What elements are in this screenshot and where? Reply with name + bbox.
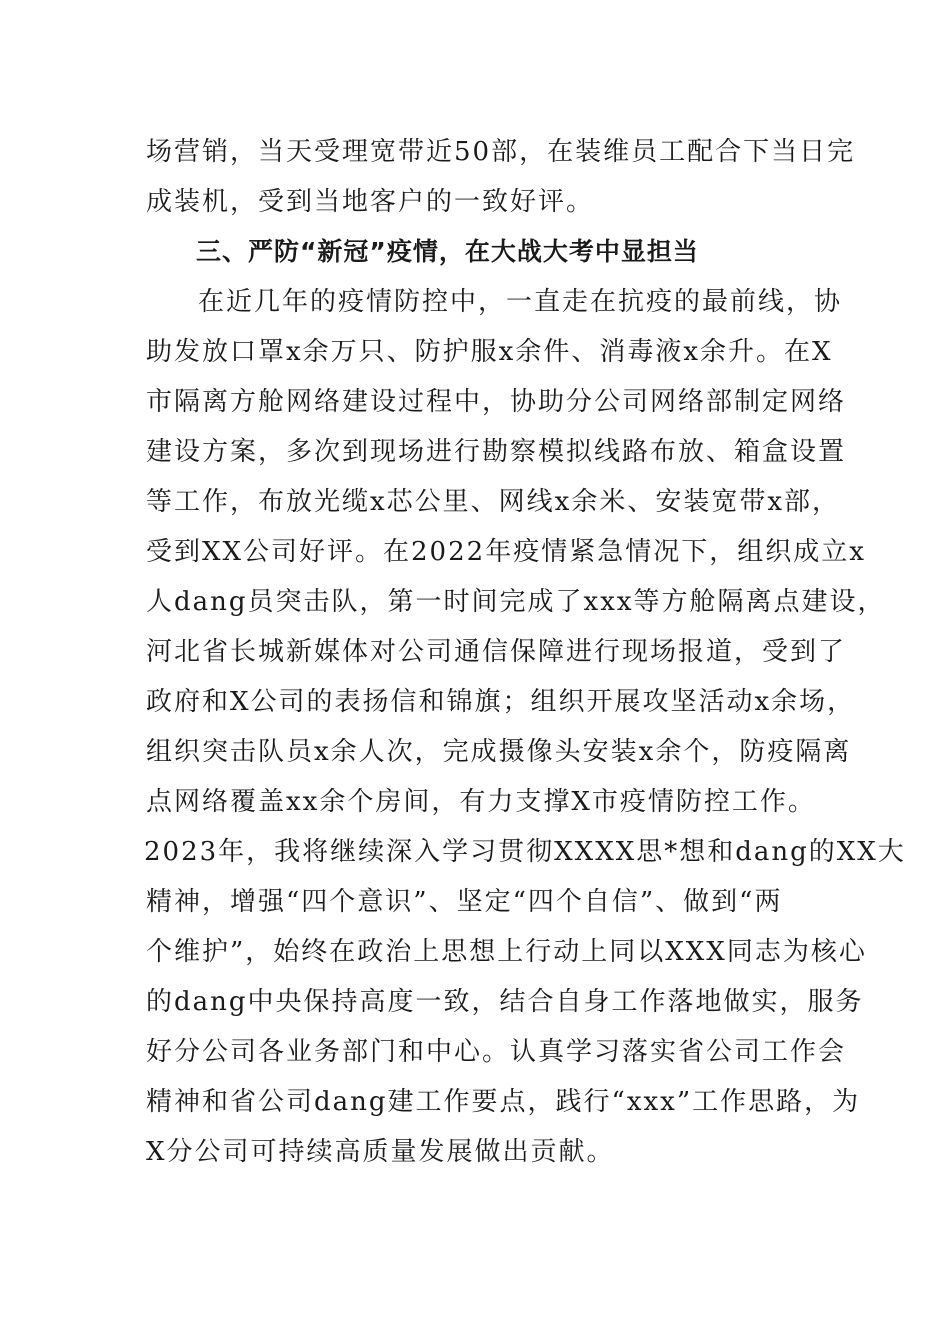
- paragraph-line: 建设方案，多次到现场进行勘察模拟线路布放、箱盒设置: [146, 437, 847, 467]
- paragraph-line: 成装机，受到当地客户的一致好评。: [146, 187, 595, 217]
- paragraph-line: 政府和X公司的表扬信和锦旗；组织开展攻坚活动x余场，: [146, 687, 856, 717]
- paragraph-line: 精神，增强“四个意识”、坚定“四个自信”、做到“两: [146, 887, 783, 917]
- paragraph-line: 2023年，我将继续深入学习贯彻XXXX思*想和dang的XX大: [144, 837, 906, 867]
- paragraph-line: X分公司可持续高质量发展做出贡献。: [146, 1137, 615, 1167]
- paragraph-line: 组织突击队员x余人次，完成摄像头安装x余个，防疫隔离: [146, 737, 852, 767]
- paragraph-line: 精神和省公司dang建工作要点，践行“xxx”工作思路，为: [146, 1087, 861, 1117]
- paragraph-line: 等工作，布放光缆x芯公里、网线x余米、安装宽带x部，: [146, 487, 840, 517]
- paragraph-line: 的dang中央保持高度一致，结合自身工作落地做实，服务: [146, 987, 864, 1017]
- paragraph-line: 人dang员突击队，第一时间完成了xxx等方舱隔离点建设，: [146, 587, 886, 617]
- paragraph-line: 个维护”，始终在政治上思想上行动上同以XXX同志为核心: [146, 937, 867, 967]
- section-heading: 三、严防“新冠”疫情，在大战大考中显担当: [196, 237, 699, 266]
- paragraph-line: 河北省长城新媒体对公司通信保障进行现场报道，受到了: [146, 637, 847, 667]
- paragraph-line: 好分公司各业务部门和中心。认真学习落实省公司工作会: [146, 1037, 847, 1067]
- paragraph-line: 在近几年的疫情防控中，一直走在抗疫的最前线，协: [198, 287, 843, 317]
- paragraph-line: 场营销，当天受理宽带近50部，在装维员工配合下当日完: [146, 137, 856, 167]
- paragraph-line: 受到XX公司好评。在2022年疫情紧急情况下，组织成立x: [146, 537, 866, 567]
- paragraph-line: 点网络覆盖xx余个房间，有力支撑X市疫情防控工作。: [146, 787, 816, 817]
- paragraph-line: 助发放口罩x余万只、防护服x余件、消毒液x余升。在X: [146, 337, 833, 367]
- paragraph-line: 市隔离方舱网络建设过程中，协助分公司网络部制定网络: [146, 387, 847, 417]
